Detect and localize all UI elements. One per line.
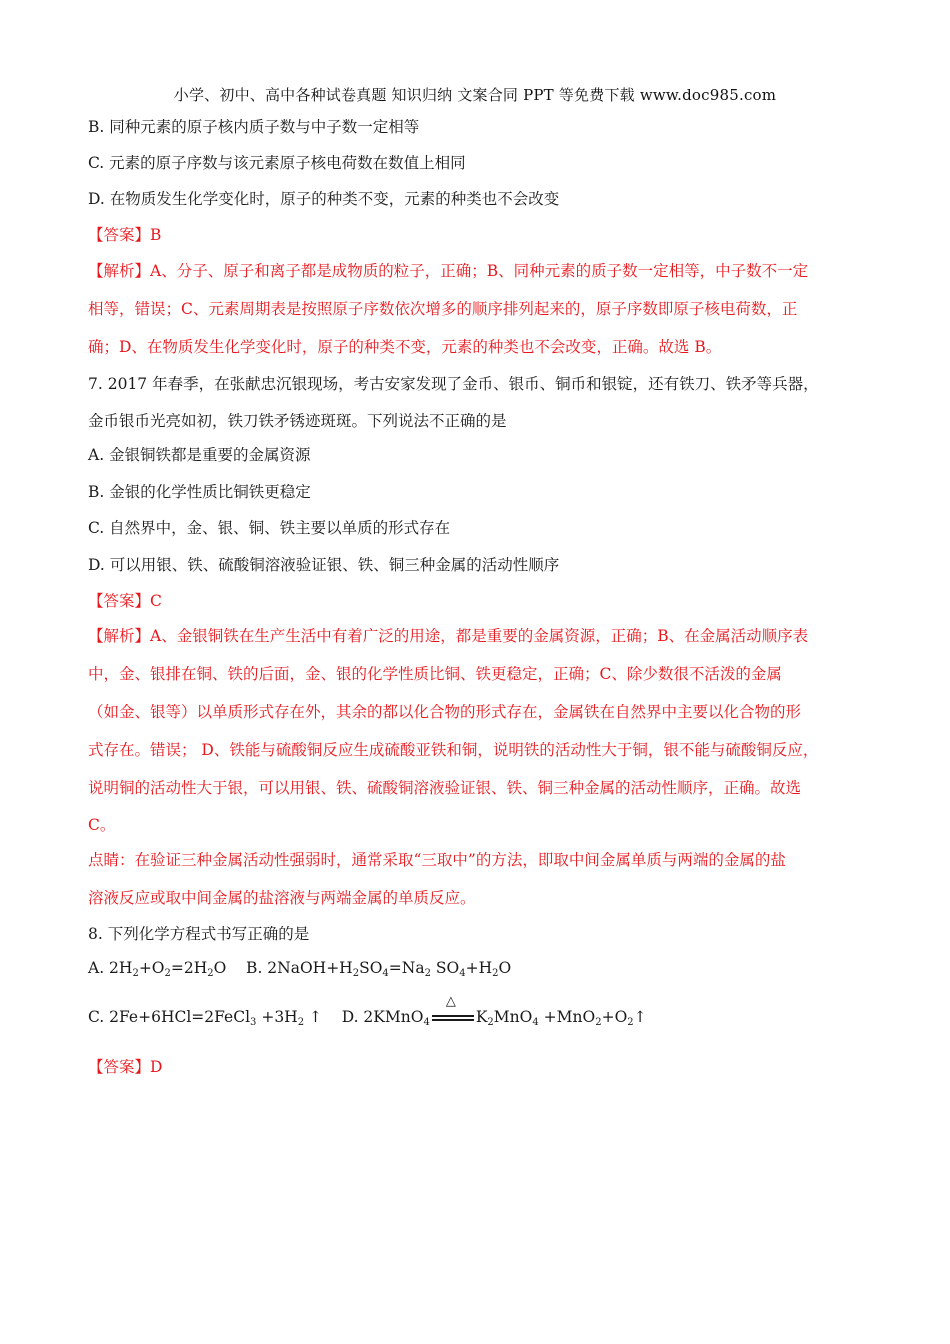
q6-analysis-line: 相等，错误；C、元素周期表是按照原子序数依次增多的顺序排列起来的，原子序数即原子核电荷数，正 — [88, 300, 798, 318]
q7-option-d: D. 可以用银、铁、硫酸铜溶液验证银、铁、铜三种金属的活动性顺序 — [88, 556, 560, 574]
q7-option-c: C. 自然界中，金、银、铜、铁主要以单质的形式存在 — [88, 519, 451, 537]
q7-stem-line: 金币银币光亮如初，铁刀铁矛锈迹斑斑。下列说法不正确的是 — [88, 412, 507, 430]
heating-condition-sign: △ — [432, 1011, 474, 1025]
q7-analysis-line: 式存在。错误； D、铁能与硫酸铜反应生成硫酸亚铁和铜，说明铁的活动性大于铜，银不能与硫酸铜反应， — [88, 741, 819, 759]
q7-option-b: B. 金银的化学性质比铜铁更稳定 — [88, 483, 311, 501]
q7-analysis-line: 【解析】A、金银铜铁在生产生活中有着广泛的用途，都是重要的金属资源，正确；B、在金属活动顺序表 — [88, 627, 809, 645]
q6-option-c: C. 元素的原子序数与该元素原子核电荷数在数值上相同 — [88, 154, 466, 172]
q7-answer: 【答案】C — [88, 592, 162, 610]
q6-option-b: B. 同种元素的原子核内质子数与中子数一定相等 — [88, 118, 420, 136]
q6-answer: 【答案】B — [88, 226, 162, 244]
q8-options-ab: A. $2H_2+O_2=2H_2O$ B. $2NaOH+H_2SO_4=Na_2$ $SO_4+H_2O$ — [88, 959, 512, 979]
q7-stem-line: 7. 2017 年春季，在张献忠沉银现场，考古安家发现了金币、银币、铜币和银锭，还有铁刀、铁矛等兵器， — [88, 375, 819, 393]
q7-tip-line: 点睛：在验证三种金属活动性强弱时，通常采取“三取中”的方法，即取中间金属单质与两端的金属的盐 — [88, 851, 786, 869]
q7-analysis-line: C。 — [88, 816, 116, 834]
q7-tip-line: 溶液反应或取中间金属的盐溶液与两端金属的单质反应。 — [88, 889, 476, 907]
q6-analysis-line: 确；D、在物质发生化学变化时，原子的种类不变，元素的种类也不会改变，正确。故选 B。 — [88, 338, 722, 356]
q6-option-d: D. 在物质发生化学变化时，原子的种类不变，元素的种类也不会改变 — [88, 190, 560, 208]
page-header: 小学、初中、高中各种试卷真题 知识归纳 文案合同 PPT 等免费下载 www.doc985.com — [173, 86, 777, 104]
q8-options-cd: C. 2Fe+6HCl=2FeCl$_3$ $+3H_2$ ↑ D. 2KMnO$_4$ △ $K_2MnO_4$ $+MnO_2+O_2↑$ — [88, 994, 647, 1028]
q6-analysis-line: 【解析】A、分子、原子和离子都是成物质的粒子，正确；B、同种元素的质子数一定相等，中子数不一定 — [88, 262, 809, 280]
q7-analysis-line: （如金、银等）以单质形式存在外，其余的都以化合物的形式存在，金属铁在自然界中主要以化合物的形 — [88, 703, 802, 721]
q7-analysis-line: 中，金、银排在铜、铁的后面，金、银的化学性质比铜、铁更稳定，正确；C、除少数很不活泼的金属 — [88, 665, 782, 683]
q7-option-a: A. 金银铜铁都是重要的金属资源 — [88, 446, 311, 464]
q8-stem: 8. 下列化学方程式书写正确的是 — [88, 925, 310, 943]
q7-analysis-line: 说明铜的活动性大于银，可以用银、铁、硫酸铜溶液验证银、铁、铜三种金属的活动性顺序，正确。故选 — [88, 779, 802, 797]
q8-answer: 【答案】D — [88, 1058, 163, 1076]
